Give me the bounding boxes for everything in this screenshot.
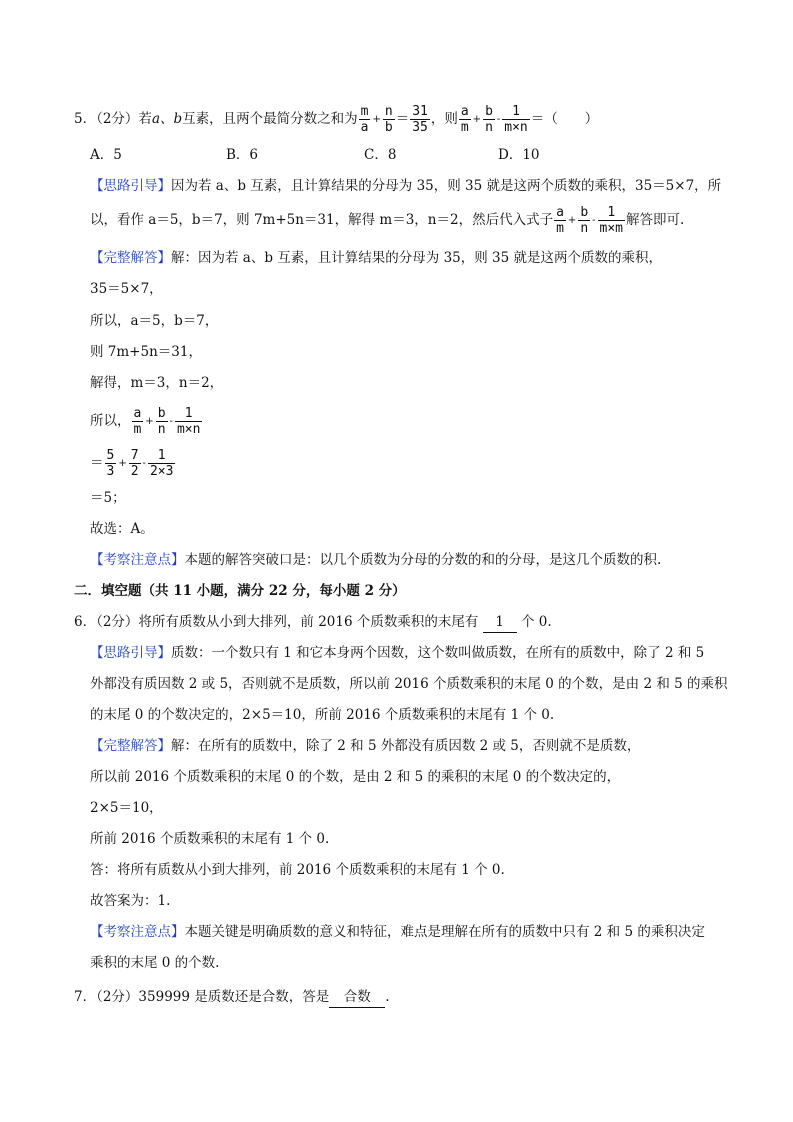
q6-solution-line4: 所前 2016 个质数乘积的末尾有 1 个 0. (90, 831, 330, 847)
solution-tag: 【完整解答】 (90, 250, 171, 266)
q5-sol-frac-a-m: $\frac{a}{m}$ (133, 406, 142, 437)
q5-hint-text2b: 解答即可. (626, 212, 685, 228)
q5-note-text: 本题的解答突破口是：以几个质数为分母的分数的和的分母，是这几个质数的积. (184, 552, 662, 568)
q5-option-d: D．10 (498, 147, 540, 163)
q5-note (90, 550, 661, 570)
q5-option-c: C．8 (364, 147, 397, 163)
q6-solution-line1 (90, 736, 640, 756)
q6-solution-line5: 答：将所有质数从小到大排列，前 2016 个质数乘积的末尾有 1 个 0. (90, 862, 505, 878)
note-tag: 【考察注意点】 (90, 924, 185, 940)
hint-tag: 【思路引导】 (90, 178, 171, 194)
q6-stem (74, 612, 552, 633)
q6-solution-line2: 所以前 2016 个质数乘积的末尾 0 的个数，是由 2 和 5 的乘积的末尾 0 的个数决定的， (90, 769, 621, 785)
q5-option-b: B．6 (226, 147, 259, 163)
plus-sign: + (567, 214, 577, 226)
q6-solution-line3: 2×5＝10， (90, 800, 163, 816)
q5-sol-text1: 解：因为若 a、b 互素，且计算结果的分母为 35，则 35 就是这两个质数的乘积， (171, 250, 663, 266)
plus-sign: + (145, 415, 154, 427)
q5-stem-prefix: 5．（2分）若 (74, 111, 152, 127)
q5-sol-frac-5-3: $\frac{5}{3}$ (106, 448, 115, 479)
plus-sign: + (372, 113, 381, 125)
minus-sign: - (496, 113, 501, 125)
q5-sol-frac-b-n: $\frac{b}{n}$ (157, 406, 166, 437)
q5-sol-frac-1-2x3: $\frac{1}{2\times 3}$ (149, 448, 174, 479)
section-heading: 二．填空题（共 11 小题，满分 22 分，每小题 2 分） (74, 583, 406, 599)
q6-hint-line3: 的末尾 0 的个数决定的，2×5＝10，所前 2016 个质数乘积的末尾有 1 个 0. (90, 707, 555, 723)
q5-solution-line2: 35＝5×7， (90, 281, 163, 297)
q5-frac-b-n: $\frac{b}{n}$ (485, 104, 493, 135)
q5-frac-n-b: $\frac{n}{b}$ (384, 104, 393, 135)
q7-stem-text: 7．（2分）359999 是质数还是合数，答是 (74, 989, 330, 1005)
q5-solution-line4: 则 7m+5n＝31， (90, 344, 202, 360)
q5-hint-line2 (90, 205, 684, 236)
q5-hint-frac-a-m: $\frac{a}{m}$ (556, 205, 564, 236)
q6-answer-blank: 1 (483, 612, 517, 633)
q6-sol-text1: 解：在所有的质数中，除了 2 和 5 外都没有质因数 2 或 5，否则就不是质数， (171, 738, 641, 754)
q5-solution-line7 (90, 448, 176, 479)
q5-stem-vars: a、b (151, 111, 183, 127)
q6-hint-line2: 外都没有质因数 2 或 5，否则就不是质数，所以前 2016 个质数乘积的末尾 0 的个数，是由 2 和 5 的乘积 (90, 676, 728, 692)
q5-hint-frac-1-mm: $\frac{1}{m\times m}$ (599, 205, 624, 236)
q5-sol-frac-7-2: $\frac{7}{2}$ (130, 448, 139, 479)
q6-stem-text: 6．（2分）将所有质数从小到大排列，前 2016 个质数乘积的末尾有 (74, 614, 479, 630)
q5-frac-m-a: $\frac{m}{a}$ (360, 104, 369, 135)
q5-frac-a-m: $\frac{a}{m}$ (460, 104, 469, 135)
q5-option-a: A．5 (90, 147, 122, 163)
q5-then: ，则 (430, 111, 458, 127)
minus-sign: - (592, 214, 596, 226)
q5-hint-text1: 因为若 a、b 互素，且计算结果的分母为 35，则 35 就是这两个质数的乘积，35＝5×7，所 (171, 178, 722, 194)
plus-sign: + (118, 457, 127, 469)
q5-solution-line1 (90, 248, 662, 268)
minus-sign: - (169, 415, 173, 427)
q6-hint-line1 (90, 643, 704, 663)
q7-stem (74, 987, 390, 1008)
equals-sign: ＝ (395, 111, 410, 127)
plus-sign: + (472, 113, 482, 125)
q5-stem-text: 互素，且两个最简分数之和为 (182, 111, 358, 127)
q5-sol-frac-1-mn: $\frac{1}{m\times n}$ (176, 406, 201, 437)
q5-answer-bracket: ＝（ ） (530, 111, 599, 127)
q6-solution-line6: 故答案为：1. (90, 893, 171, 909)
minus-sign: - (142, 457, 146, 469)
q6-hint-text1: 质数：一个数只有 1 和它本身两个因数，这个数叫做质数，在所有的质数中，除了 2 和 5 (171, 645, 705, 661)
q5-frac-1-mn: $\frac{1}{m\times n}$ (504, 104, 528, 135)
q5-solution-line8: ＝5； (90, 490, 126, 506)
q5-solution-line6 (90, 406, 203, 437)
q7-answer-blank: 合数 (329, 987, 385, 1008)
q5-hint-frac-b-n: $\frac{b}{n}$ (580, 205, 589, 236)
q5-hint-line1 (90, 176, 721, 196)
q6-note-line2: 乘积的末尾 0 的个数. (90, 955, 220, 971)
q6-note-text1: 本题关键是明确质数的意义和特征，难点是理解在所有的质数中只有 2 和 5 的乘积决定 (184, 924, 705, 940)
q5-sol-text6: 所以， (90, 413, 131, 429)
q5-hint-text2: 以，看作 a＝5，b＝7，则 7m+5n＝31，解得 m＝3，n＝2，然后代入式子 (90, 212, 554, 228)
equals-sign: ＝ (90, 455, 104, 471)
q5-solution-line9: 故选：A。 (90, 521, 154, 537)
q5-stem (74, 104, 598, 135)
q5-frac-31-35: $\frac{31}{35}$ (412, 104, 428, 135)
q6-note-line1 (90, 922, 705, 942)
q5-solution-line3: 所以，a＝5，b＝7， (90, 313, 219, 329)
note-tag: 【考察注意点】 (90, 552, 185, 568)
q5-solution-line5: 解得，m＝3，n＝2， (90, 375, 224, 391)
q6-stem-tail: 个 0. (520, 614, 552, 630)
q7-stem-tail: . (385, 989, 390, 1005)
hint-tag: 【思路引导】 (90, 645, 171, 661)
solution-tag: 【完整解答】 (90, 738, 171, 754)
